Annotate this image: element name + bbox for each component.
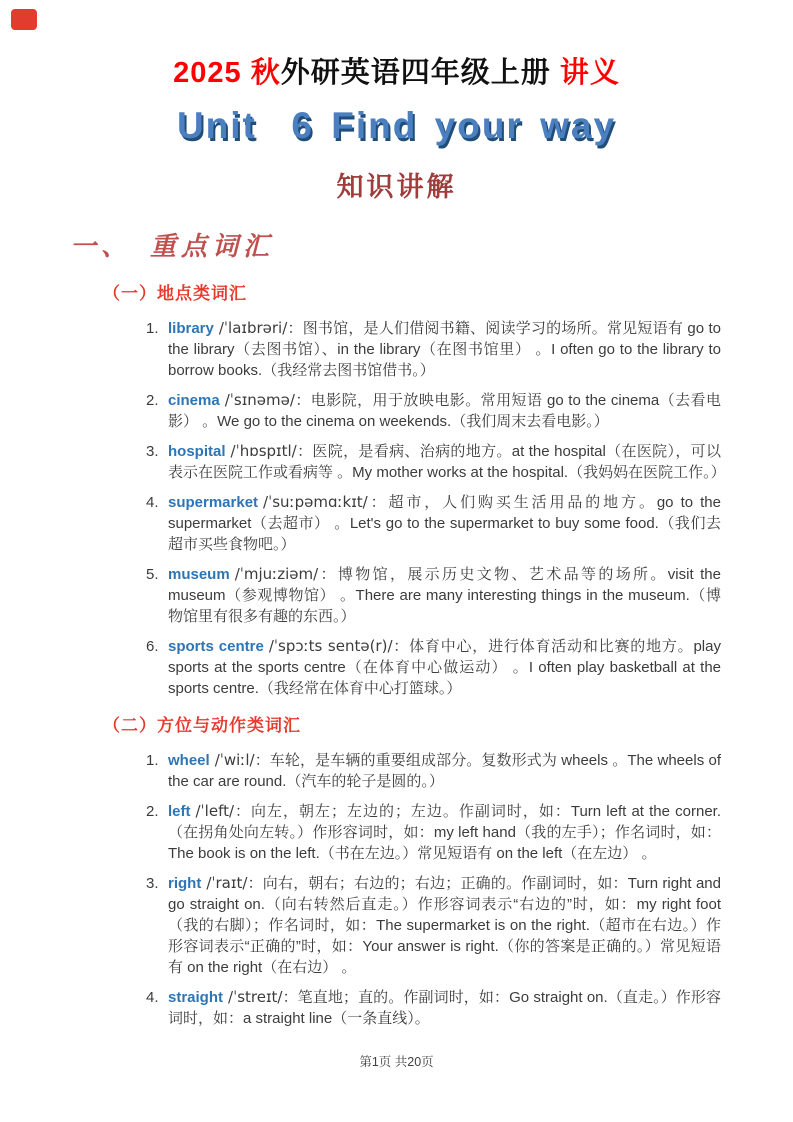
vocab-definition: ：博物馆，展示历史文物、艺术品等的场所。visit the museum（参观博物馆） 。There are many interesting things in the museum.（博物馆里有很多有趣的东西。） [168, 566, 721, 625]
list-item [146, 873, 721, 978]
item-text [168, 987, 721, 1029]
place-vocab-list [146, 318, 726, 699]
page-number-footer: 第1页 共20页 [359, 1055, 434, 1069]
item-text [168, 564, 721, 627]
vocab-ipa: /ˈspɔːts sentə(r)/ [268, 637, 393, 655]
vocab-ipa: /ˈstreɪt/ [228, 988, 283, 1006]
list-item [146, 987, 721, 1029]
vocab-ipa: /ˈhɒspɪtl/ [230, 442, 297, 460]
document-title [0, 50, 793, 91]
title-book-name: 外研英语四年级上册 [280, 57, 551, 89]
vocab-word: wheel [168, 752, 210, 769]
sub-heading-direction-vocab: （二）方位与动作类词汇 [103, 716, 301, 735]
vocab-word: right [168, 875, 202, 892]
item-number: 1. [146, 752, 159, 769]
list-item [146, 636, 721, 699]
vocab-word: museum [168, 566, 230, 583]
item-number: 3. [146, 875, 159, 892]
vocab-ipa: /ˈlaɪbrəri/ [218, 319, 288, 337]
vocab-ipa: /ˈwiːl/ [214, 751, 255, 769]
vocab-word: left [168, 803, 191, 820]
item-number: 4. [146, 989, 159, 1006]
list-item [146, 750, 721, 792]
direction-vocab-list [146, 750, 721, 1029]
unit-title: Unit 6 Find your way [176, 105, 617, 146]
list-item [146, 318, 721, 381]
vocab-definition: ：车轮，是车辆的重要组成部分。复数形式为 wheels 。The wheels of the car are round.（汽车的轮子是圆的。） [168, 752, 721, 790]
item-text [168, 873, 721, 978]
item-text [168, 492, 721, 555]
vocab-word: hospital [168, 443, 226, 460]
vocab-ipa: /ˈleft/ [195, 802, 235, 820]
vocab-ipa: /ˈsuːpəmɑːkɪt/ [263, 493, 368, 511]
vocab-word: straight [168, 989, 224, 1006]
title-year-term: 2025 秋 [173, 57, 281, 89]
list-item [146, 390, 721, 432]
item-number: 2. [146, 803, 159, 820]
item-number: 4. [146, 494, 159, 511]
vocab-definition: ：笔直地；直的。作副词时，如：Go straight on.（直走。）作形容词时，如：a straight line（一条直线）。 [168, 989, 721, 1027]
list-item [146, 801, 721, 864]
item-text [168, 390, 721, 432]
list-item [146, 441, 726, 483]
item-number: 2. [146, 392, 159, 409]
title-doc-type: 讲义 [550, 57, 620, 89]
item-text [168, 801, 721, 864]
item-number: 5. [146, 566, 159, 583]
corner-red-mark [11, 9, 37, 30]
vocab-definition: ：向左，朝左；左边的；左边。作副词时，如：Turn left at the corner.（在拐角处向左转。）作形容词时，如：my left hand（我的左手）；作名词时，如：The book is on the left.（书在左边。）常见短语有 on the left（在左边） 。 [168, 803, 721, 862]
section-heading-key-vocab: 一、 重点词汇 [70, 232, 275, 262]
item-text [168, 750, 721, 792]
vocab-definition: ：图书馆，是人们借阅书籍、阅读学习的场所。常见短语有 go to the library（去图书馆）、in the library（在图书馆里） 。I often go to the library to borrow books.（我经常去图书馆借书。） [168, 320, 721, 379]
item-text [168, 318, 721, 381]
item-text [168, 636, 721, 699]
sub-heading-place-vocab: （一）地点类词汇 [103, 284, 247, 303]
vocab-ipa: /ˈmjuːziəm/ [234, 565, 319, 583]
vocab-definition: ：超市，人们购买生活用品的地方。go to the supermarket（去超市） 。Let's go to the supermarket to buy some food.（我们去超市买些食物吧。） [168, 494, 721, 553]
vocab-definition: ：医院，是看病、治病的地方。at the hospital（在医院），可以表示在医院工作或看病等 。My mother works at the hospital.（我妈妈在医院工作。） [168, 443, 726, 481]
vocab-word: sports centre [168, 638, 264, 655]
list-item [146, 492, 721, 555]
item-number: 6. [146, 638, 159, 655]
vocab-ipa: /ˈsɪnəmə/ [224, 391, 295, 409]
vocab-definition: ：电影院，用于放映电影。常用短语 go to the cinema（去看电影） 。We go to the cinema on weekends.（我们周末去看电影。） [168, 392, 721, 430]
lesson-subtitle: 知识讲解 [336, 172, 457, 203]
item-text [168, 441, 726, 483]
vocab-definition: ：向右，朝右；右边的；右边；正确的。作副词时，如：Turn right and go straight on.（向右转然后直走。）作形容词表示“右边的”时，如：my right foot（我的右脚）；作名词时，如：The supermarket is on the right.（超市在右边。）作形容词表示“正确的”时，如：Your answer is right.（你的答案是正确的。）常见短语有 on the right（在右边） 。 [168, 875, 721, 976]
item-number: 1. [146, 320, 159, 337]
item-number: 3. [146, 443, 159, 460]
vocab-definition: ：体育中心，进行体育活动和比赛的地方。play sports at the sports centre（在体育中心做运动） 。I often play basketball at the sports centre.（我经常在体育中心打篮球。） [168, 638, 721, 697]
vocab-word: cinema [168, 392, 220, 409]
vocab-word: supermarket [168, 494, 259, 511]
vocab-ipa: /ˈraɪt/ [206, 874, 248, 892]
vocab-word: library [168, 320, 214, 337]
list-item [146, 564, 721, 627]
